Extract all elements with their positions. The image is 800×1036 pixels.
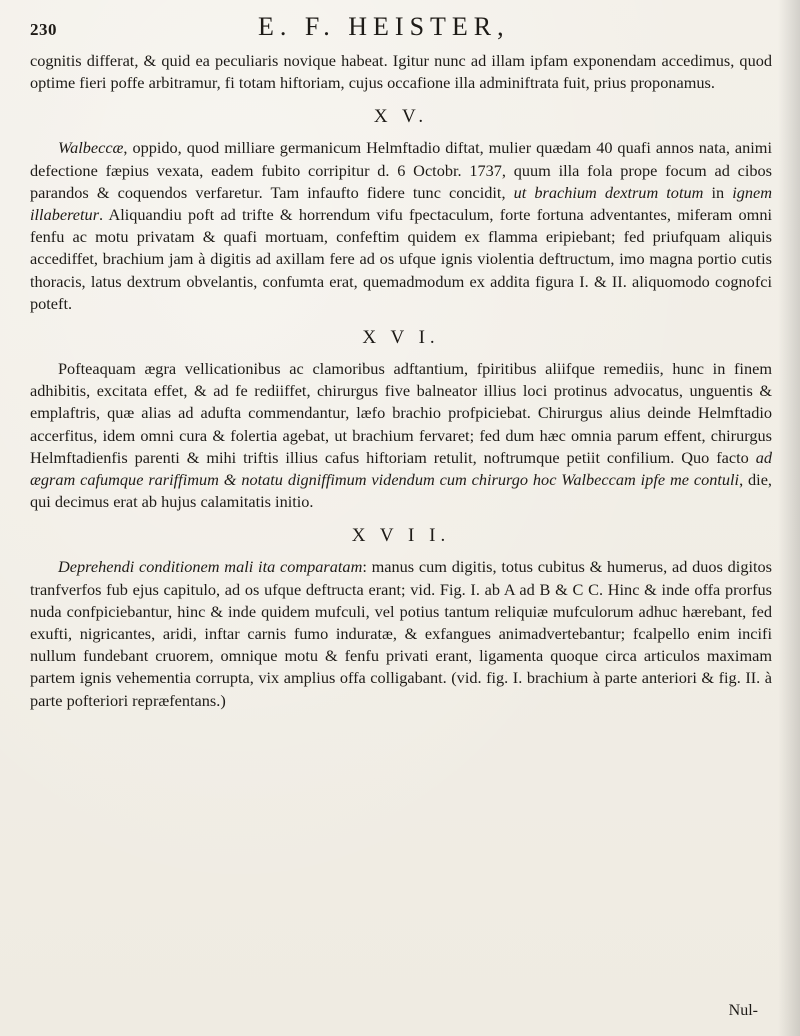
text-run: Walbeccæ	[58, 138, 124, 158]
text-run: in	[703, 182, 733, 202]
text-run: ignem illaberetur	[30, 182, 773, 225]
text-run: ut brachium dextrum totum	[513, 182, 704, 202]
text-run: , die, qui decimus erat ab hujus calamitatis initio.	[30, 470, 772, 512]
section-heading-xvii: X V I I.	[351, 525, 451, 547]
page-number: 230	[30, 20, 57, 39]
page-edge-shadow	[778, 0, 800, 1036]
text-run: , oppido, quod milliare germanicum Helmftadio diftat, mulier quædam 40 quafi annos nata, animi defectione fæpius vexata, eadem fubito corripitur d. 6 Octobr. 1737, quum illa fola prope focum ad cibos parandos & coquendos verfaretur. Tam infaufto fidere tunc concidit,	[30, 138, 772, 202]
section-paragraph-xvi	[30, 358, 772, 513]
body-text	[30, 50, 772, 712]
text-run: . Aliquandiu poft ad trifte & horrendum vifu fpectaculum, forte fortuna adventantes, miferam omni fenfu ac motu privatam & quafi mortuam, confeftim quidem ex flamma eripiebant; fed priufquam aliquis accediffet, brachium jam à digitis ad axillam fere ad os ufque ignis violentia deftructum, imo magna portio cutis thoracis, latus dextrum obvelantis, confumta erat, quemadmodum ex addita figura I. & II. aliquomodo cognofci poteft.	[30, 205, 772, 313]
running-head	[30, 12, 770, 46]
text-run: ad ægram cafumque rariffimum & notatu digniffimum videndum cum chirurgo hoc Walbeccam ipfe me contuli	[30, 447, 772, 490]
section-paragraph-xvii	[30, 556, 772, 711]
running-title: E. F. HEISTER,	[258, 12, 510, 41]
text-run: : manus cum digitis, totus cubitus & humerus, ad duos digitos tranfverfos fub ejus capitulo, ad os ufque deftructa erant; vid. Fig. I. ab A ad B & C C. Hinc & inde offa prorfus nuda confpiciebantur, hinc & inde quidem mufculi, vel potius tantum reliquiæ mufculorum adhuc hærebant, fed exufti, nigricantes, aridi, inftar carnis fumo induratæ, & exfangues animadvertebantur; fcalpello enim incifi nullum fundebant cruorem, omnique motu & fenfu privati erant, ligamenta quoque circa articulos maximam partem ignis vehementia corrupta, vix amplius offa colligabant. (vid. fig. I. brachium à parte anteriori & fig. II. à parte pofteriori repræfentans.)	[30, 557, 772, 710]
text-run: Deprehendi conditionem mali ita comparatam	[58, 557, 363, 577]
section-paragraph-xv	[30, 137, 772, 315]
catchword: Nul-	[728, 1002, 758, 1019]
text-run: Pofteaquam ægra vellicationibus ac clamoribus adftantium, fpiritibus aliifque remediis, hunc in finem adhibitis, excitata effet, & ad fe rediiffet, chirurgus five balneator illius loci protinus advocatus, unguentis & emplaftris, quæ alias ad adufta commendantur, læfo brachio profpiciebat. Chirurgus alius deinde Helmftadio accerfitus, idem omni cura & folertia agebat, ut brachium fervaret; fed dum hæc omnia parum effent, chirurgus Helmftadienfis parenti & mihi triftis illius cafus hiftoriam retulit, noftrumque petiit confilium. Quo facto	[30, 359, 772, 467]
intro-paragraph: cognitis differat, & quid ea peculiaris novique habeat. Igitur nunc ad illam ipfam exponendam accedimus, quod optime fieri poffe arbitramur, fi totam hiftoriam, cujus occafione illa adminiftrata fuit, prius proponamus.	[30, 51, 772, 93]
section-heading-xv: X V.	[373, 106, 429, 128]
section-heading-xvi: X V I.	[362, 327, 440, 349]
